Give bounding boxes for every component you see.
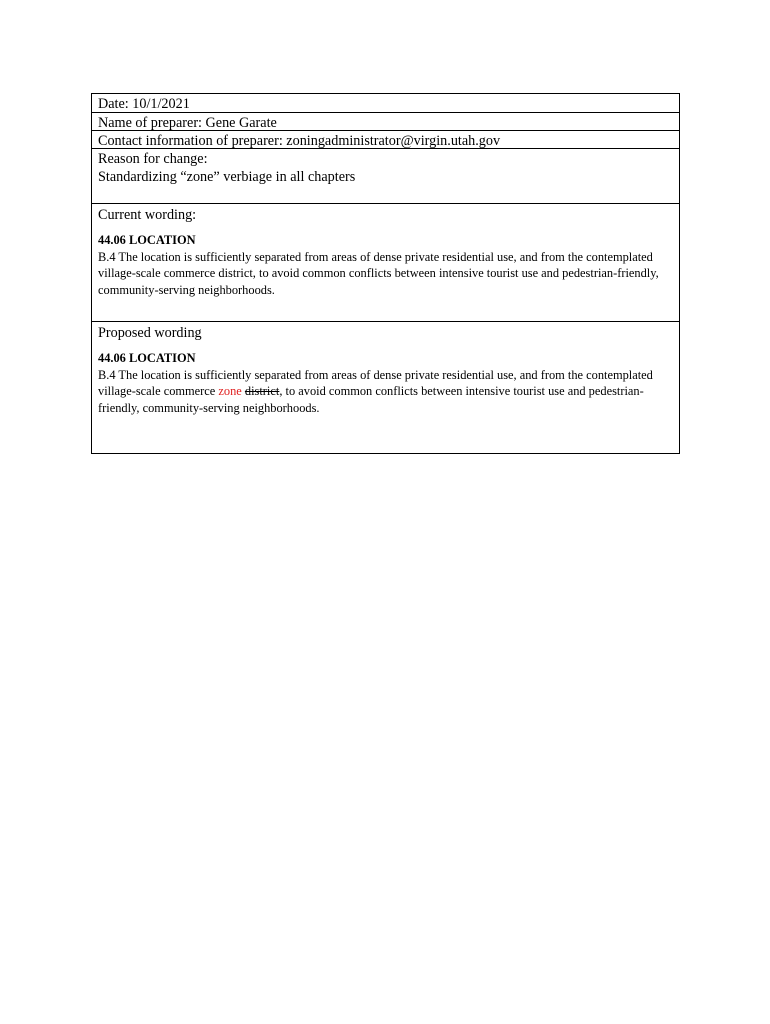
proposed-text-before: B.4 The location is sufficiently separated from areas of dense private residential use, and from the contemplated village-scale commerce <box>98 367 653 399</box>
preparer-contact-text: Contact information of preparer: zoningadministrator@virgin.utah.gov <box>98 133 501 149</box>
proposed-wording-row <box>92 322 679 453</box>
date-text: Date: 10/1/2021 <box>98 96 190 112</box>
reason-label: Reason for change: <box>98 151 208 167</box>
preparer-name-row <box>92 113 679 131</box>
change-request-form <box>91 93 680 454</box>
proposed-section-heading: 44.06 LOCATION <box>98 351 196 365</box>
preparer-name-text: Name of preparer: Gene Garate <box>98 115 277 131</box>
preparer-contact-row <box>92 131 679 149</box>
proposed-wording-text <box>98 367 673 417</box>
proposed-wording-label: Proposed wording <box>98 325 202 341</box>
current-wording-label: Current wording: <box>98 207 197 223</box>
date-row <box>92 94 679 113</box>
reason-row <box>92 149 679 204</box>
current-wording-text: B.4 The location is sufficiently separated from areas of dense private residential use, and from the contemplated village-scale commerce district, to avoid common conflicts between intensive tourist use and pedestrian-friendly, community-serving neighborhoods. <box>98 249 659 297</box>
current-section-heading: 44.06 LOCATION <box>98 233 196 247</box>
current-wording-row <box>92 204 679 322</box>
inserted-word: zone <box>218 384 242 399</box>
deleted-word: district <box>244 384 280 399</box>
proposed-text-after: , to avoid common conflicts between intensive tourist use and pedestrian-friendly, community-serving neighborhoods. <box>98 384 644 415</box>
reason-text: Standardizing “zone” verbiage in all chapters <box>98 169 356 185</box>
